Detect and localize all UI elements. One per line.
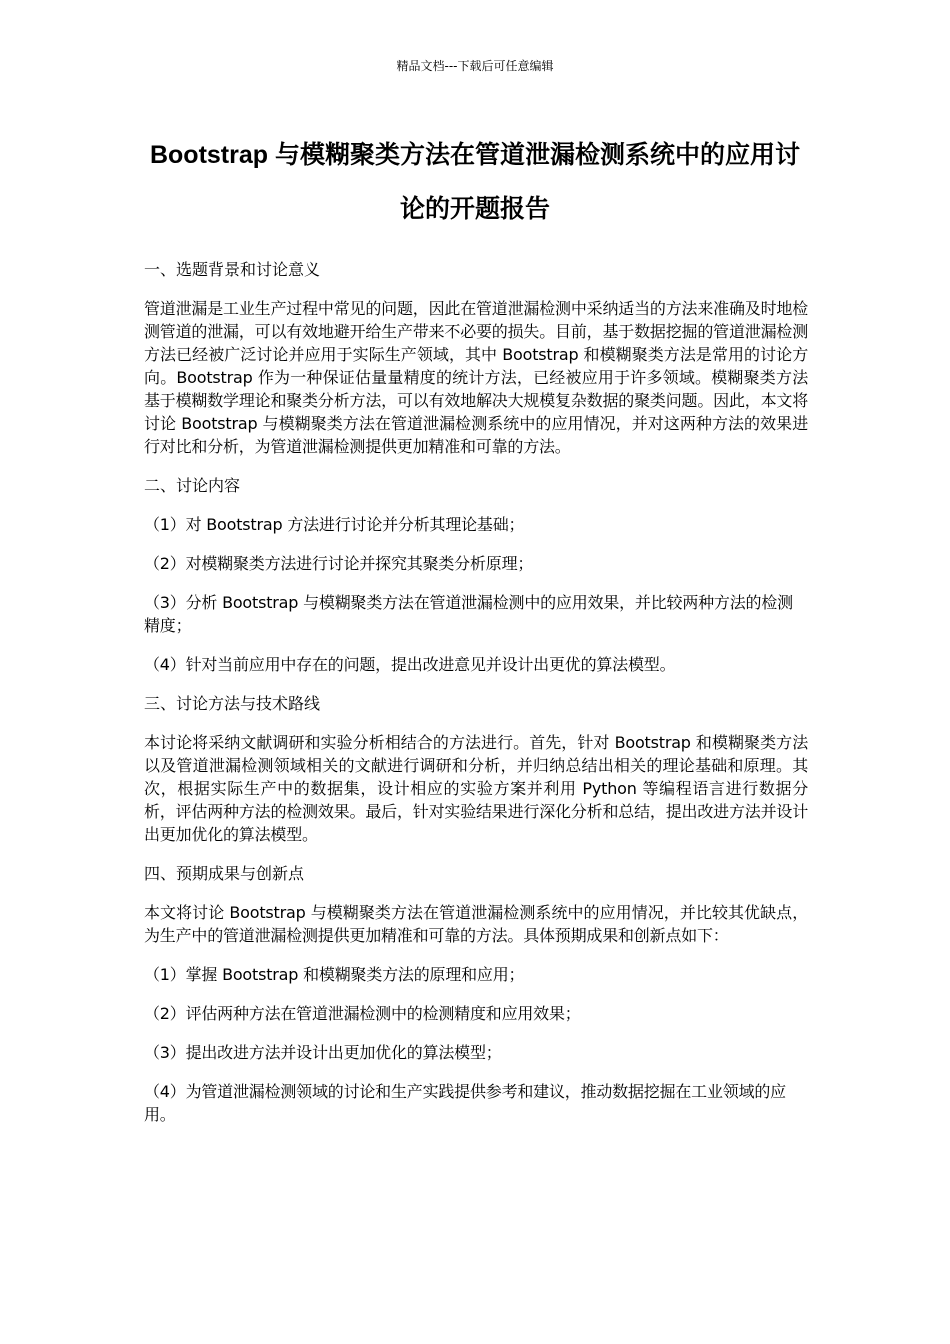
section-2-item-3: （3）分析 Bootstrap 与模糊聚类方法在管道泄漏检测中的应用效果，并比较两种方法的检测精度； <box>144 593 793 635</box>
section-4-heading: 四、预期成果与创新点 <box>144 864 305 883</box>
section-1-paragraph: 管道泄漏是工业生产过程中常见的问题，因此在管道泄漏检测中采纳适当的方法来准确及时地检测管道的泄漏，可以有效地避开给生产带来不必要的损失。目前，基于数据挖掘的管道泄漏检测方法已经被广泛讨论并应用于实际生产领域，其中 Bootstrap 和模糊聚类方法是常用的讨论方向。Bootstrap 作为一种保证估量量精度的统计方法，已经被应用于许多领域。模糊聚类方法基于模糊数学理论和聚类分析方法，可以有效地解决大规模复杂数据的聚类问题。因此，本文将讨论 Bootstrap 与模糊聚类方法在管道泄漏检测系统中的应用情况，并对这两种方法的效果进行对比和分析，为管道泄漏检测提供更加精准和可靠的方法。 <box>144 299 808 456</box>
page-header: 精品文档---下载后可任意编辑 <box>396 59 554 73</box>
document-title-line-2: 论的开题报告 <box>399 195 550 223</box>
section-2-item-4: （4）针对当前应用中存在的问题，提出改进意见并设计出更优的算法模型。 <box>144 655 676 674</box>
section-3-heading: 三、讨论方法与技术路线 <box>144 694 321 713</box>
section-2-heading: 二、讨论内容 <box>144 476 241 495</box>
document-title-line-1: Bootstrap 与模糊聚类方法在管道泄漏检测系统中的应用讨 <box>149 141 800 169</box>
section-4-paragraph: 本文将讨论 Bootstrap 与模糊聚类方法在管道泄漏检测系统中的应用情况，并比较其优缺点，为生产中的管道泄漏检测提供更加精准和可靠的方法。具体预期成果和创新点如下： <box>144 903 808 945</box>
section-2-item-2: （2）对模糊聚类方法进行讨论并探究其聚类分析原理； <box>144 554 534 573</box>
section-4-item-1: （1）掌握 Bootstrap 和模糊聚类方法的原理和应用； <box>144 965 525 984</box>
section-4-item-4: （4）为管道泄漏检测领域的讨论和生产实践提供参考和建议，推动数据挖掘在工业领域的应用。 <box>144 1082 786 1124</box>
section-3-paragraph: 本讨论将采纳文献调研和实验分析相结合的方法进行。首先，针对 Bootstrap 和模糊聚类方法以及管道泄漏检测领域相关的文献进行调研和分析，并归纳总结出相关的理论基础和原理。其次，根据实际生产中的数据集，设计相应的实验方案并利用 Python 等编程语言进行数据分析，评估两种方法的检测效果。最后，针对实验结果进行深化分析和总结，提出改进方法并设计出更加优化的算法模型。 <box>144 733 808 844</box>
section-4-item-2: （2）评估两种方法在管道泄漏检测中的检测精度和应用效果； <box>144 1004 581 1023</box>
section-2-item-1: （1）对 Bootstrap 方法进行讨论并分析其理论基础； <box>144 515 525 534</box>
section-4-item-3: （3）提出改进方法并设计出更加优化的算法模型； <box>144 1043 502 1062</box>
document-body <box>144 258 808 1142</box>
section-1-heading: 一、选题背景和讨论意义 <box>144 260 321 279</box>
document-title <box>140 128 810 236</box>
